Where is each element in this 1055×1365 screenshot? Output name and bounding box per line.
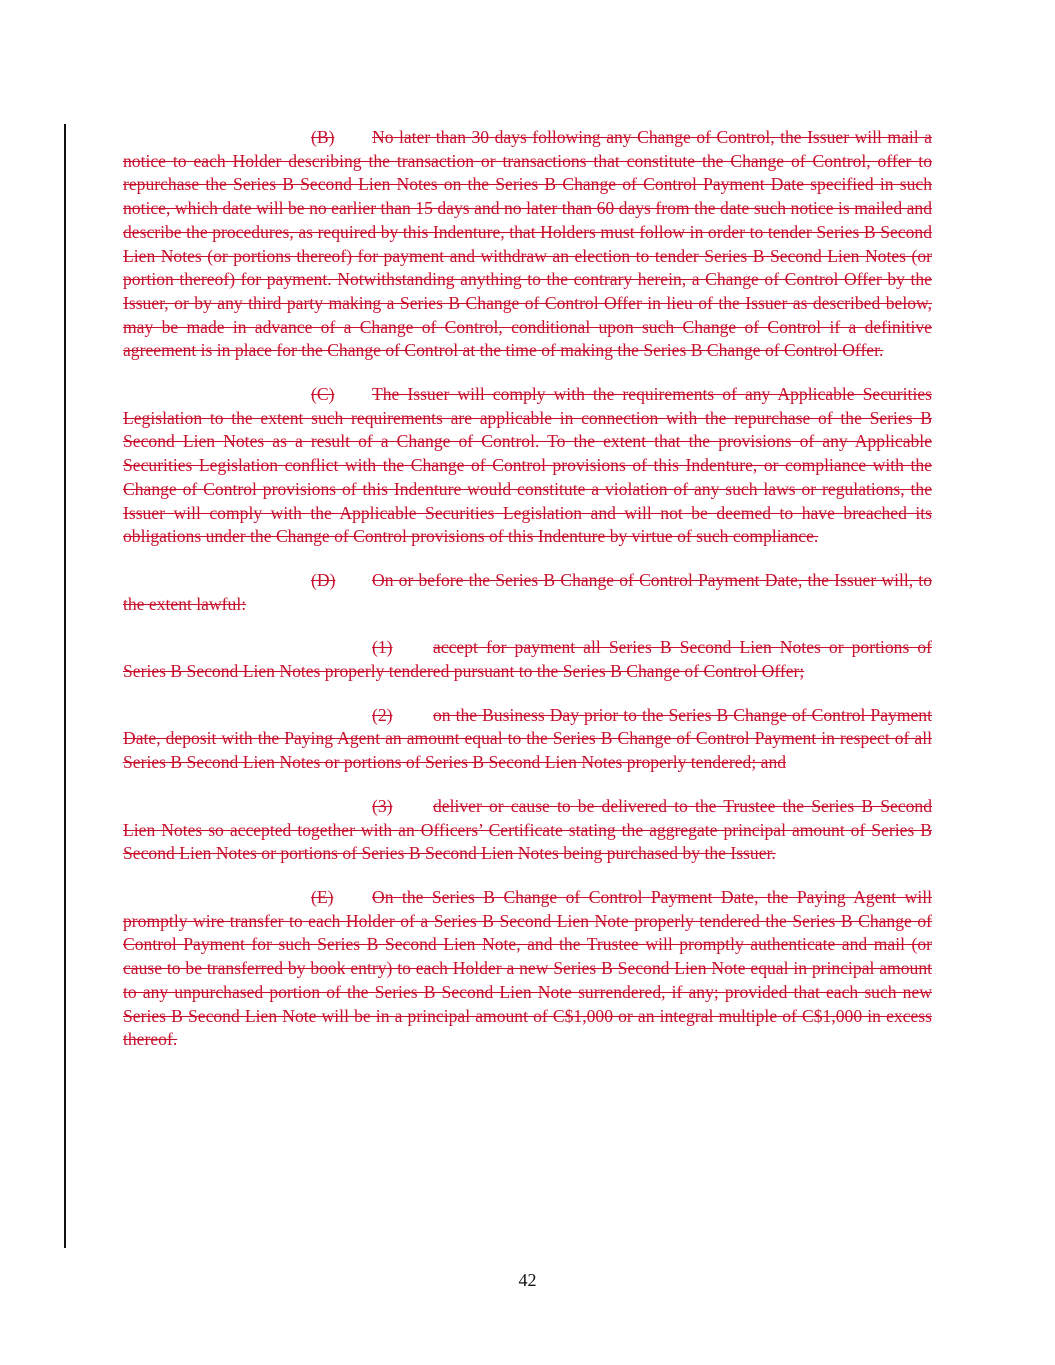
- document-body: [123, 126, 932, 1052]
- subparagraph-1: [123, 636, 932, 683]
- paragraph-text: No later than 30 days following any Change of Control, the Issuer will mail a notice to each Holder describing the transaction or transactions that constitute the Change of Control, offer to repurchase the Series B Second Lien Notes on the Series B Change of Control Payment Date specified in such notice, which date will be no earlier than 15 days and no later than 60 days from the date such notice is mailed and describe the procedures, as required by this Indenture, that Holders must follow in order to tender Series B Second Lien Notes (or portions thereof) for payment and withdraw an election to tender Series B Second Lien Notes (or portion thereof) for payment. Notwithstanding anything to the contrary herein, a Change of Control Offer by the Issuer, or by any third party making a Series B Change of Control Offer in lieu of the Issuer as described below, may be made in advance of a Change of Control, conditional upon such Change of Control if a definitive agreement is in place for the Change of Control at the time of making the Series B Change of Control Offer.: [123, 127, 932, 361]
- paragraph-text: The Issuer will comply with the requirements of any Applicable Securities Legislation to the extent such requirements are applicable in connection with the repurchase of the Series B Second Lien Notes as a result of a Change of Control. To the extent that the provisions of any Applicable Securities Legislation conflict with the Change of Control provisions of this Indenture, or compliance with the Change of Control provisions of this Indenture would constitute a violation of any such laws or regulations, the Issuer will comply with the Applicable Securities Legislation and will not be deemed to have breached its obligations under the Change of Control provisions of this Indenture by virtue of such compliance.: [123, 384, 932, 547]
- subparagraph-2: [123, 704, 932, 775]
- paragraph-d: [123, 569, 932, 616]
- paragraph-text: On the Series B Change of Control Payment Date, the Paying Agent will promptly wire transfer to each Holder of a Series B Second Lien Note properly tendered the Series B Change of Control Payment for such Series B Second Lien Note, and the Trustee will promptly authenticate and mail (or cause to be transferred by book entry) to each Holder a new Series B Second Lien Note equal in principal amount to any unpurchased portion of the Series B Second Lien Note surrendered, if any; provided that each such new Series B Second Lien Note will be in a principal amount of C$1,000 or an integral multiple of C$1,000 in excess thereof.: [123, 886, 932, 1050]
- page-number: 42: [518, 1270, 537, 1290]
- paragraph-e: [123, 886, 932, 1052]
- subparagraph-3: [123, 795, 932, 866]
- paragraph-b: [123, 126, 932, 363]
- paragraph-text: deliver or cause to be delivered to the Trustee the Series B Second Lien Notes so accepted together with an Officers’ Certificate stating the aggregate principal amount of Series B Second Lien Notes or portions of Series B Second Lien Notes being purchased by the Issuer.: [123, 795, 932, 864]
- paragraph-marker: (2): [372, 704, 393, 725]
- paragraph-marker: (D): [311, 569, 336, 590]
- paragraph-marker: (3): [372, 795, 393, 816]
- paragraph-text: On or before the Series B Change of Control Payment Date, the Issuer will, to the extent lawful:: [123, 569, 932, 614]
- paragraph-marker: (C): [311, 384, 335, 405]
- paragraph-text: accept for payment all Series B Second Lien Notes or portions of Series B Second Lien Notes properly tendered pursuant to the Series B Change of Control Offer;: [123, 637, 932, 682]
- revision-change-bar: [64, 124, 66, 1248]
- paragraph-text: on the Business Day prior to the Series B Change of Control Payment Date, deposit with the Paying Agent an amount equal to the Series B Change of Control Payment in respect of all Series B Second Lien Notes or portions of Series B Second Lien Notes properly tendered; and: [123, 704, 932, 773]
- paragraph-marker: (1): [372, 637, 393, 658]
- paragraph-marker: (B): [311, 127, 335, 147]
- paragraph-marker: (E): [311, 886, 334, 907]
- paragraph-c: [123, 383, 932, 549]
